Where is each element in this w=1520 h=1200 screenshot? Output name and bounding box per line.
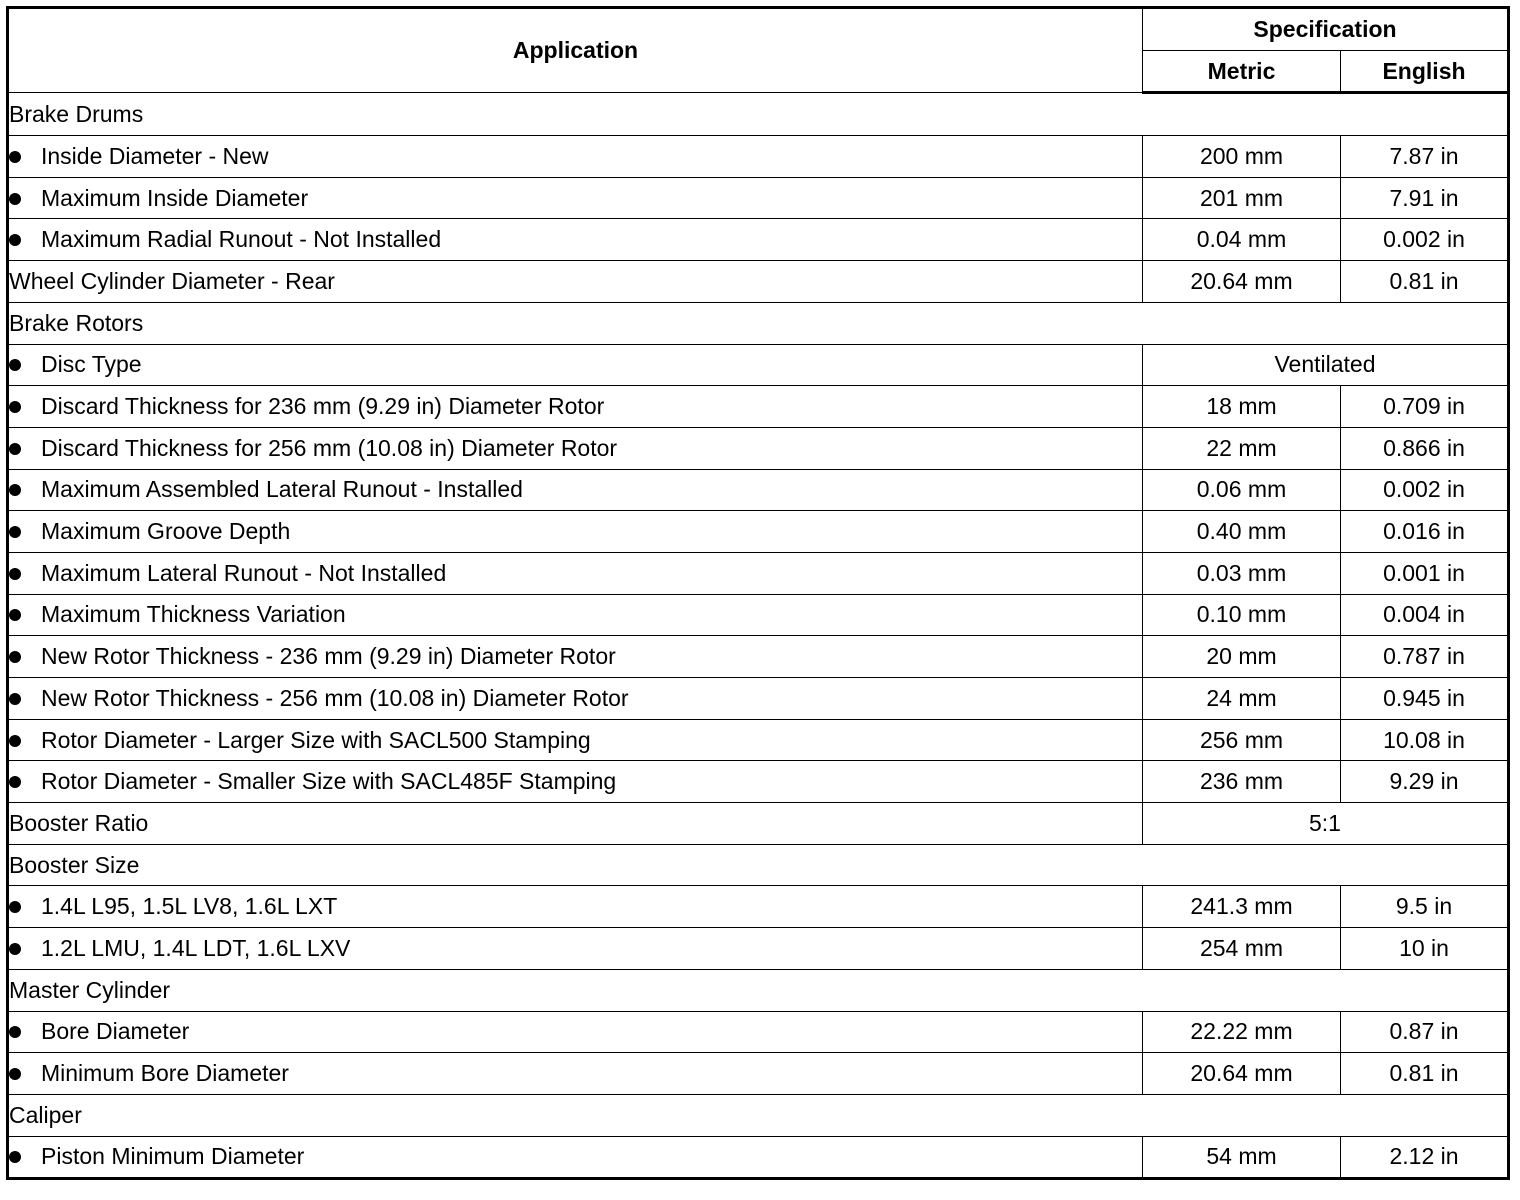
application-item <box>8 594 1143 636</box>
bullet-icon <box>9 776 21 788</box>
application-item <box>8 678 1143 720</box>
metric-value: 0.40 mm <box>1143 511 1341 553</box>
bullet-icon <box>9 693 21 705</box>
english-value: 0.002 in <box>1341 469 1509 511</box>
bullet-icon <box>9 901 21 913</box>
table-row <box>8 844 1509 886</box>
application-item <box>8 1053 1143 1095</box>
table-row <box>8 386 1509 428</box>
application-label: Rotor Diameter - Larger Size with SACL500 Stamping <box>41 726 591 753</box>
english-value: 0.866 in <box>1341 427 1509 469</box>
english-value: 0.787 in <box>1341 636 1509 678</box>
english-value: 0.81 in <box>1341 261 1509 303</box>
table-row <box>8 177 1509 219</box>
table-row <box>8 302 1509 344</box>
application-label: Rotor Diameter - Smaller Size with SACL485F Stamping <box>41 768 617 795</box>
metric-value: 20.64 mm <box>1143 261 1341 303</box>
bullet-icon <box>9 568 21 580</box>
application-label: Inside Diameter - New <box>41 142 269 169</box>
english-value: 0.709 in <box>1341 386 1509 428</box>
application-item <box>8 177 1143 219</box>
application-label: Piston Minimum Diameter <box>41 1143 305 1170</box>
table-row <box>8 511 1509 553</box>
english-value: 9.5 in <box>1341 886 1509 928</box>
table-row <box>8 261 1509 303</box>
application-category <box>8 261 1143 303</box>
table-row <box>8 93 1509 136</box>
english-value: 7.91 in <box>1341 177 1509 219</box>
metric-value: 24 mm <box>1143 678 1341 720</box>
application-category <box>8 969 1509 1011</box>
application-item <box>8 219 1143 261</box>
table-row <box>8 1136 1509 1179</box>
application-label: Brake Drums <box>9 101 144 128</box>
table-row <box>8 1053 1509 1095</box>
specification-table <box>6 6 1510 1180</box>
application-item <box>8 1136 1143 1179</box>
application-item <box>8 719 1143 761</box>
application-label: Master Cylinder <box>9 976 171 1003</box>
bullet-icon <box>9 943 21 955</box>
bullet-icon <box>9 651 21 663</box>
application-label: Bore Diameter <box>41 1018 190 1045</box>
bullet-icon <box>9 735 21 747</box>
metric-value: 0.04 mm <box>1143 219 1341 261</box>
application-item <box>8 469 1143 511</box>
application-item <box>8 552 1143 594</box>
table-row <box>8 928 1509 970</box>
metric-value: 54 mm <box>1143 1136 1341 1179</box>
table-body <box>8 93 1509 1179</box>
table-row <box>8 136 1509 178</box>
metric-value: 20 mm <box>1143 636 1341 678</box>
table-row <box>8 344 1509 386</box>
english-value: 0.001 in <box>1341 552 1509 594</box>
application-label: Maximum Groove Depth <box>41 518 291 545</box>
application-item <box>8 136 1143 178</box>
application-label: New Rotor Thickness - 256 mm (10.08 in) Diameter Rotor <box>41 684 629 711</box>
table-row <box>8 803 1509 845</box>
english-value: 0.945 in <box>1341 678 1509 720</box>
metric-value: 0.06 mm <box>1143 469 1341 511</box>
application-category <box>8 1094 1509 1136</box>
application-item <box>8 344 1143 386</box>
table-row <box>8 719 1509 761</box>
header-row-top <box>8 8 1509 51</box>
metric-value: 200 mm <box>1143 136 1341 178</box>
bullet-icon <box>9 526 21 538</box>
table-row <box>8 1011 1509 1053</box>
metric-value: 241.3 mm <box>1143 886 1341 928</box>
application-label: 1.4L L95, 1.5L LV8, 1.6L LXT <box>41 893 338 920</box>
application-item <box>8 1011 1143 1053</box>
application-label: Discard Thickness for 256 mm (10.08 in) Diameter Rotor <box>41 434 618 461</box>
bullet-icon <box>9 609 21 621</box>
application-label: Disc Type <box>41 351 142 378</box>
application-item <box>8 886 1143 928</box>
table-row <box>8 594 1509 636</box>
bullet-icon <box>9 193 21 205</box>
application-category <box>8 93 1509 136</box>
english-value: 0.016 in <box>1341 511 1509 553</box>
application-label: Minimum Bore Diameter <box>41 1060 289 1087</box>
application-item <box>8 386 1143 428</box>
english-value: 9.29 in <box>1341 761 1509 803</box>
spec-value: Ventilated <box>1143 344 1509 386</box>
table-row <box>8 969 1509 1011</box>
english-value: 0.004 in <box>1341 594 1509 636</box>
application-category <box>8 844 1509 886</box>
english-value: 0.87 in <box>1341 1011 1509 1053</box>
table-row <box>8 886 1509 928</box>
application-label: Maximum Radial Runout - Not Installed <box>41 226 442 253</box>
table-row <box>8 761 1509 803</box>
application-label: Booster Ratio <box>9 809 149 836</box>
application-label: Maximum Lateral Runout - Not Installed <box>41 559 447 586</box>
table-row <box>8 678 1509 720</box>
metric-value: 22.22 mm <box>1143 1011 1341 1053</box>
application-label: Wheel Cylinder Diameter - Rear <box>9 267 335 294</box>
metric-value: 0.10 mm <box>1143 594 1341 636</box>
bullet-icon <box>9 359 21 371</box>
metric-value: 236 mm <box>1143 761 1341 803</box>
application-label: Brake Rotors <box>9 309 144 336</box>
metric-value: 254 mm <box>1143 928 1341 970</box>
metric-value: 0.03 mm <box>1143 552 1341 594</box>
english-value: 10 in <box>1341 928 1509 970</box>
application-label: Discard Thickness for 236 mm (9.29 in) Diameter Rotor <box>41 393 605 420</box>
spec-value: 5:1 <box>1143 803 1509 845</box>
table-header <box>8 8 1509 93</box>
specification-header: Specification <box>1143 8 1509 51</box>
table-row <box>8 552 1509 594</box>
application-label: Maximum Assembled Lateral Runout - Installed <box>41 476 523 503</box>
application-item <box>8 511 1143 553</box>
bullet-icon <box>9 151 21 163</box>
metric-value: 201 mm <box>1143 177 1341 219</box>
table-row <box>8 469 1509 511</box>
application-category <box>8 302 1509 344</box>
table-row <box>8 1094 1509 1136</box>
metric-value: 256 mm <box>1143 719 1341 761</box>
english-value: 0.002 in <box>1341 219 1509 261</box>
application-label: Maximum Thickness Variation <box>41 601 346 628</box>
english-value: 2.12 in <box>1341 1136 1509 1179</box>
bullet-icon <box>9 443 21 455</box>
application-item <box>8 636 1143 678</box>
application-label: Maximum Inside Diameter <box>41 184 309 211</box>
application-category <box>8 803 1143 845</box>
bullet-icon <box>9 1068 21 1080</box>
table-row <box>8 636 1509 678</box>
application-header: Application <box>8 8 1143 93</box>
application-label: New Rotor Thickness - 236 mm (9.29 in) Diameter Rotor <box>41 643 616 670</box>
bullet-icon <box>9 484 21 496</box>
english-header: English <box>1341 50 1509 93</box>
table-row <box>8 427 1509 469</box>
english-value: 10.08 in <box>1341 719 1509 761</box>
application-item <box>8 928 1143 970</box>
bullet-icon <box>9 401 21 413</box>
application-label: 1.2L LMU, 1.4L LDT, 1.6L LXV <box>41 934 351 961</box>
table-row <box>8 219 1509 261</box>
bullet-icon <box>9 234 21 246</box>
english-value: 7.87 in <box>1341 136 1509 178</box>
english-value: 0.81 in <box>1341 1053 1509 1095</box>
metric-header: Metric <box>1143 50 1341 93</box>
metric-value: 18 mm <box>1143 386 1341 428</box>
application-label: Caliper <box>9 1101 82 1128</box>
metric-value: 20.64 mm <box>1143 1053 1341 1095</box>
application-label: Booster Size <box>9 851 140 878</box>
bullet-icon <box>9 1026 21 1038</box>
bullet-icon <box>9 1151 21 1163</box>
metric-value: 22 mm <box>1143 427 1341 469</box>
application-item <box>8 761 1143 803</box>
application-item <box>8 427 1143 469</box>
